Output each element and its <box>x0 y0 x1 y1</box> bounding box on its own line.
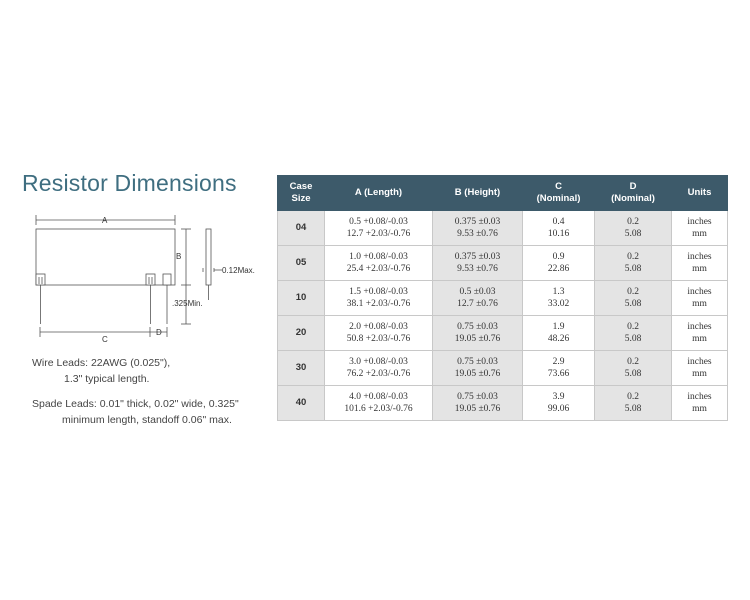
cell-units: inches mm <box>672 246 728 281</box>
cell-case-size: 40 <box>278 386 325 421</box>
center-spade <box>163 274 171 285</box>
cell-d-nominal: 0.2 5.08 <box>595 211 672 246</box>
cell-d-nominal: 0.2 5.08 <box>595 281 672 316</box>
cell-case-size: 05 <box>278 246 325 281</box>
cell-a-length: 1.0 +0.08/-0.03 25.4 +2.03/-0.76 <box>325 246 433 281</box>
dim-d-label: D <box>156 328 162 337</box>
dim-b-label: B <box>176 252 182 261</box>
spade-leads-line2: minimum length, standoff 0.06" max. <box>62 414 232 426</box>
wire-leads-note <box>32 355 170 387</box>
cell-d-nominal: 0.2 5.08 <box>595 316 672 351</box>
cell-c-nominal: 1.9 48.26 <box>523 316 595 351</box>
cell-case-size: 30 <box>278 351 325 386</box>
dim-c-label: C <box>102 335 108 344</box>
spade-leads-note <box>32 396 239 428</box>
cell-c-nominal: 0.4 10.16 <box>523 211 595 246</box>
thickness-label: 0.12Max. <box>222 266 255 275</box>
cell-case-size: 10 <box>278 281 325 316</box>
lead-min-label: .325Min. <box>172 299 203 308</box>
left-spade <box>36 274 45 285</box>
wire-leads-line1: Wire Leads: 22AWG (0.025"), <box>32 357 171 369</box>
cell-b-height: 0.75 ±0.03 19.05 ±0.76 <box>433 316 523 351</box>
cell-c-nominal: 3.9 99.06 <box>523 386 595 421</box>
dim-a-label: A <box>102 216 108 225</box>
cell-b-height: 0.375 ±0.03 9.53 ±0.76 <box>433 211 523 246</box>
dimensions-table <box>277 175 728 421</box>
side-view-body <box>206 229 211 285</box>
cell-units: inches mm <box>672 316 728 351</box>
cell-a-length: 4.0 +0.08/-0.03 101.6 +2.03/-0.76 <box>325 386 433 421</box>
cell-units: inches mm <box>672 211 728 246</box>
header-b-height: B (Height) <box>433 176 523 211</box>
table-row <box>278 386 728 421</box>
header-a-length: A (Length) <box>325 176 433 211</box>
resistor-dimension-diagram <box>0 0 300 360</box>
cell-d-nominal: 0.2 5.08 <box>595 386 672 421</box>
cell-b-height: 0.5 ±0.03 12.7 ±0.76 <box>433 281 523 316</box>
table-header-row <box>278 176 728 211</box>
table-row <box>278 246 728 281</box>
cell-c-nominal: 1.3 33.02 <box>523 281 595 316</box>
table-row <box>278 211 728 246</box>
cell-case-size: 20 <box>278 316 325 351</box>
cell-b-height: 0.75 ±0.03 19.05 ±0.76 <box>433 351 523 386</box>
cell-c-nominal: 0.9 22.86 <box>523 246 595 281</box>
cell-a-length: 0.5 +0.08/-0.03 12.7 +2.03/-0.76 <box>325 211 433 246</box>
cell-a-length: 3.0 +0.08/-0.03 76.2 +2.03/-0.76 <box>325 351 433 386</box>
table-row <box>278 281 728 316</box>
cell-units: inches mm <box>672 281 728 316</box>
cell-a-length: 1.5 +0.08/-0.03 38.1 +2.03/-0.76 <box>325 281 433 316</box>
cell-d-nominal: 0.2 5.08 <box>595 351 672 386</box>
header-d-nominal: D (Nominal) <box>595 176 672 211</box>
header-c-nominal: C (Nominal) <box>523 176 595 211</box>
table-row <box>278 351 728 386</box>
cell-b-height: 0.75 ±0.03 19.05 ±0.76 <box>433 386 523 421</box>
page-title: Resistor Dimensions <box>22 170 237 196</box>
cell-case-size: 04 <box>278 211 325 246</box>
right-spade <box>146 274 155 285</box>
cell-d-nominal: 0.2 5.08 <box>595 246 672 281</box>
cell-a-length: 2.0 +0.08/-0.03 50.8 +2.03/-0.76 <box>325 316 433 351</box>
cell-units: inches mm <box>672 351 728 386</box>
header-units: Units <box>672 176 728 211</box>
cell-c-nominal: 2.9 73.66 <box>523 351 595 386</box>
header-case-size: Case Size <box>278 176 325 211</box>
cell-b-height: 0.375 ±0.03 9.53 ±0.76 <box>433 246 523 281</box>
table-row <box>278 316 728 351</box>
cell-units: inches mm <box>672 386 728 421</box>
spade-leads-line1: Spade Leads: 0.01" thick, 0.02" wide, 0.325" <box>32 398 239 410</box>
wire-leads-line2: 1.3" typical length. <box>64 373 150 385</box>
